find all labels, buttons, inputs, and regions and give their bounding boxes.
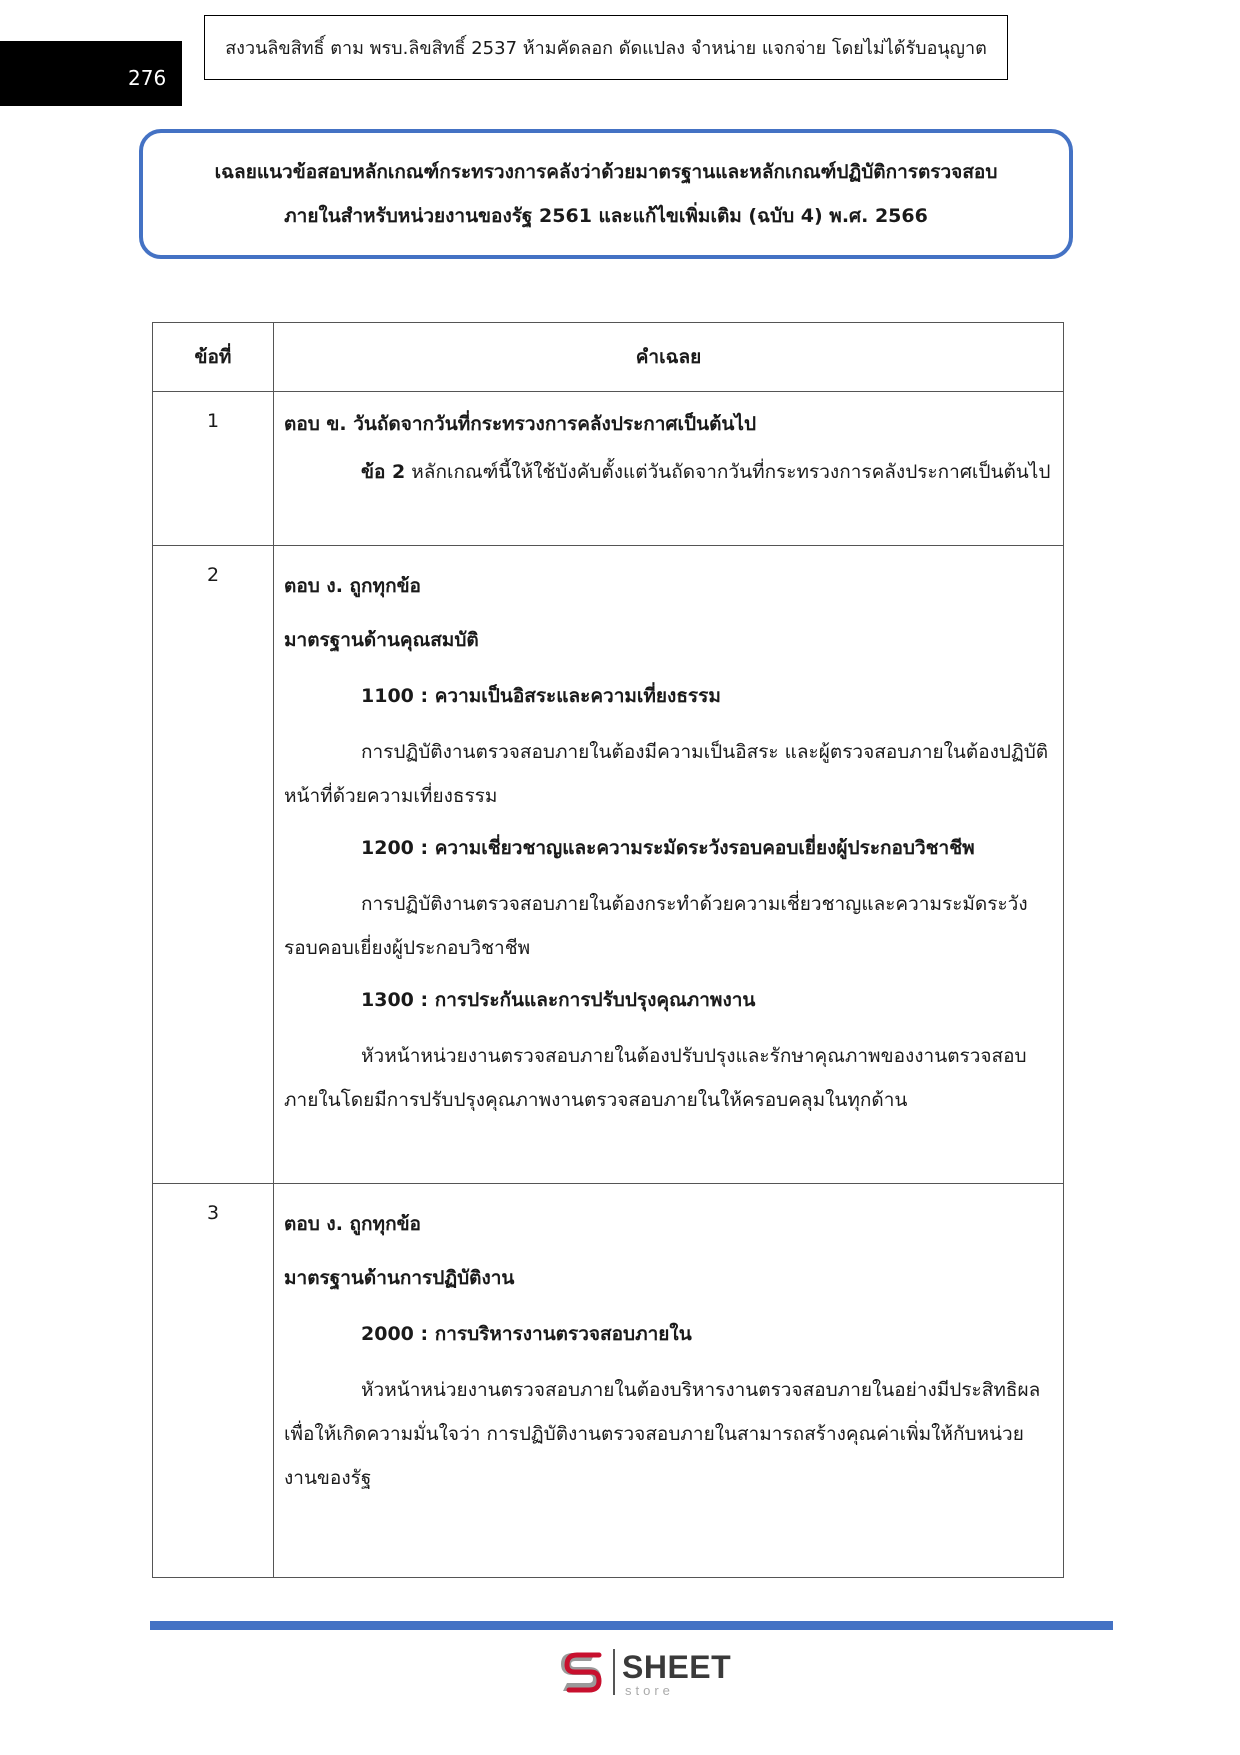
reference-clause: ข้อ 2: [361, 461, 406, 483]
column-header-no: ข้อที่: [153, 323, 274, 392]
standard-item-text: การปฏิบัติงานตรวจสอบภายในต้องกระทำด้วยความเชี่ยวชาญและความระมัดระวังรอบคอบเยี่ยงผู้ประกอบวิชาชีพ: [284, 893, 1028, 959]
logo-divider: [613, 1649, 615, 1695]
page-number: 276: [128, 66, 167, 90]
answer-choice: ตอบ ง. ถูกทุกข้อ: [284, 1213, 421, 1235]
answer-cell: [274, 546, 1064, 1184]
standard-item-heading: 1300 : การประกันและการปรับปรุงคุณภาพงาน: [361, 989, 756, 1011]
question-number: 2: [153, 546, 274, 1184]
copyright-text: สงวนลิขสิทธิ์ ตาม พรบ.ลิขสิทธิ์ 2537 ห้ามคัดลอก ดัดแปลง จำหน่าย แจกจ่าย โดยไม่ได้รับอนุญาต: [225, 38, 987, 59]
answer-choice: ตอบ ข. วันถัดจากวันที่กระทรวงการคลังประกาศเป็นต้นไป: [284, 413, 757, 435]
question-number: 3: [153, 1184, 274, 1578]
title-line-1: เฉลยแนวข้อสอบหลักเกณฑ์กระทรวงการคลังว่าด้วยมาตรฐานและหลักเกณฑ์ปฏิบัติการตรวจสอบ: [214, 161, 998, 183]
answer-table: [152, 322, 1064, 1578]
standard-heading: มาตรฐานด้านคุณสมบัติ: [284, 629, 479, 651]
copyright-notice: [204, 15, 1008, 80]
table-row: [153, 392, 1064, 546]
footer-divider: [150, 1621, 1113, 1630]
answer-cell: [274, 392, 1064, 546]
table-header-row: [153, 323, 1064, 392]
standard-item-text: หัวหน้าหน่วยงานตรวจสอบภายในต้องบริหารงานตรวจสอบภายในอย่างมีประสิทธิผล เพื่อให้เกิดความมั่นใจว่า การปฏิบัติงานตรวจสอบภายในสามารถสร้างคุณค่าเพิ่มให้กับหน่วยงานของรัฐ: [284, 1379, 1041, 1489]
sheet-store-s-logo-icon: [555, 1645, 609, 1699]
reference-text: หลักเกณฑ์นี้ให้ใช้บังคับตั้งแต่วันถัดจากวันที่กระทรวงการคลังประกาศเป็นต้นไป: [405, 461, 1051, 483]
answer-cell: [274, 1184, 1064, 1578]
standard-item-text: หัวหน้าหน่วยงานตรวจสอบภายในต้องปรับปรุงและรักษาคุณภาพของงานตรวจสอบภายในโดยมีการปรับปรุงคุณภาพงานตรวจสอบภายในให้ครอบคลุมในทุกด้าน: [284, 1045, 1027, 1111]
logo-brand-text: SHEET: [622, 1649, 732, 1685]
standard-item-heading: 1200 : ความเชี่ยวชาญและความระมัดระวังรอบคอบเยี่ยงผู้ประกอบวิชาชีพ: [361, 837, 975, 859]
standard-item-text: การปฏิบัติงานตรวจสอบภายในต้องมีความเป็นอิสระ และผู้ตรวจสอบภายในต้องปฏิบัติหน้าที่ด้วยความเที่ยงธรรม: [284, 741, 1049, 807]
sheet-store-logo: [555, 1645, 735, 1700]
table-row: [153, 546, 1064, 1184]
standard-heading: มาตรฐานด้านการปฏิบัติงาน: [284, 1267, 515, 1289]
reference-paragraph: [284, 450, 1053, 494]
logo-sub-text: store: [625, 1683, 674, 1698]
question-number: 1: [153, 392, 274, 546]
standard-item-heading: 2000 : การบริหารงานตรวจสอบภายใน: [361, 1323, 692, 1345]
table-row: [153, 1184, 1064, 1578]
document-title-box: [139, 129, 1073, 259]
page-number-tab: [0, 41, 182, 106]
title-line-2: ภายในสำหรับหน่วยงานของรัฐ 2561 และแก้ไขเพิ่มเติม (ฉบับ 4) พ.ศ. 2566: [284, 205, 928, 227]
answer-choice: ตอบ ง. ถูกทุกข้อ: [284, 575, 421, 597]
standard-item-heading: 1100 : ความเป็นอิสระและความเที่ยงธรรม: [361, 685, 721, 707]
column-header-answer: คำเฉลย: [274, 323, 1064, 392]
